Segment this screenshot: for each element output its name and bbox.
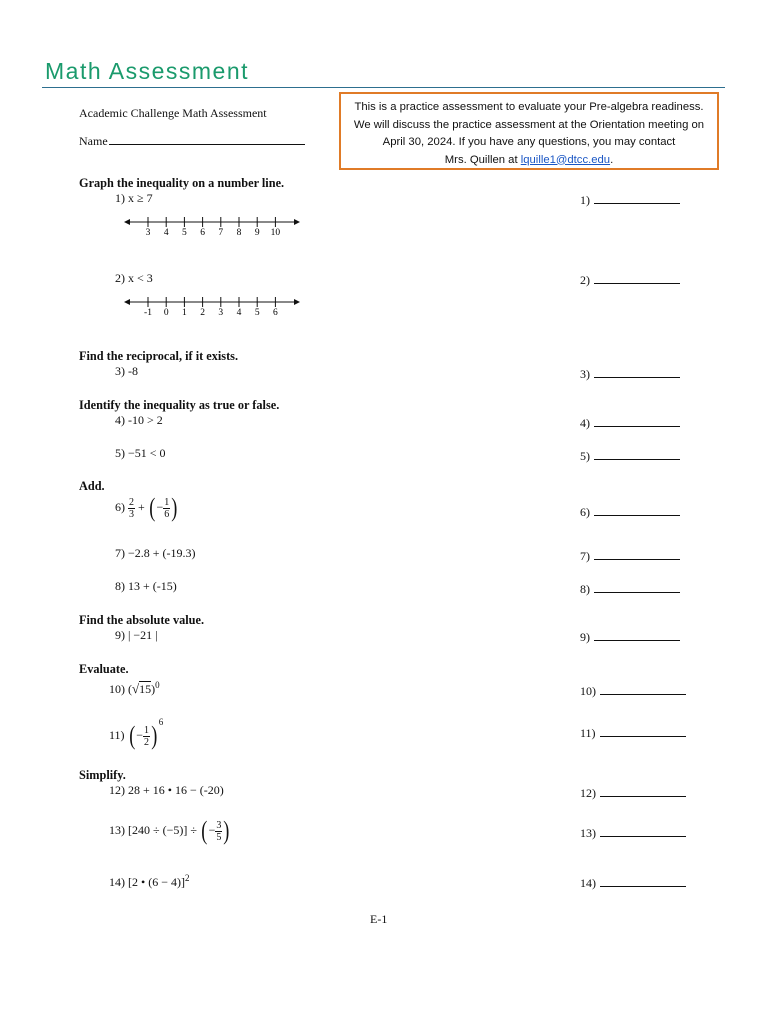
question-10: 10) $(√15)^0$: [109, 680, 160, 696]
page-title: Math Assessment: [45, 58, 250, 84]
answer-blank-7[interactable]: 7): [580, 548, 680, 564]
section-absolute-value: Find the absolute value.: [79, 613, 205, 627]
question-5: 5) −51 < 0: [115, 446, 166, 460]
number-line-label: 6: [273, 308, 278, 316]
answer-blank-1[interactable]: 1): [580, 192, 680, 208]
question-2: 2) x < 3: [115, 271, 153, 285]
question-14: 14) [2 • (6 − 4)]$^2$: [109, 873, 190, 889]
section-simplify: Simplify.: [79, 768, 126, 782]
question-3: 3) -8: [115, 364, 138, 378]
arrow-left-icon: [124, 299, 130, 305]
number-line-label: -1: [144, 308, 152, 316]
number-line-label: 4: [236, 308, 242, 316]
number-line-label: 9: [254, 228, 260, 236]
number-line-label: 0: [163, 308, 169, 316]
question-4: 4) -10 > 2: [115, 413, 163, 427]
answer-blank-5[interactable]: 5): [580, 448, 680, 464]
number-line-label: 4: [163, 228, 169, 236]
section-true-false: Identify the inequality as true or false.: [79, 398, 280, 412]
answer-blank-3[interactable]: 3): [580, 366, 680, 382]
number-line-label: 7: [218, 228, 224, 236]
worksheet-subtitle: Academic Challenge Math Assessment: [79, 106, 267, 120]
section-graph: Graph the inequality on a number line.: [79, 176, 285, 190]
question-12: 12) 28 + 16 • 16 − (-20): [109, 783, 224, 797]
section-evaluate: Evaluate.: [79, 662, 129, 676]
number-line-label: 8: [236, 228, 242, 236]
question-11: 11) (− $\frac{1}{2}$ )$^6$: [109, 717, 164, 751]
name-blank[interactable]: [109, 134, 305, 145]
notice-box: [339, 92, 719, 170]
question-9: 9) | −21 |: [115, 628, 158, 642]
answer-blank-13[interactable]: 13): [580, 825, 686, 841]
number-line-label: 3: [145, 228, 151, 236]
number-line-label: 2: [200, 308, 205, 316]
name-label: Name: [79, 134, 108, 148]
number-line-label: 6: [200, 228, 205, 236]
page-number: E-1: [370, 912, 388, 926]
section-add: Add.: [79, 479, 105, 493]
title-divider: [42, 87, 725, 88]
name-field[interactable]: [79, 134, 305, 149]
question-7: 7) −2.8 + (-19.3): [115, 546, 196, 560]
answer-blank-8[interactable]: 8): [580, 581, 680, 597]
arrow-right-icon: [294, 219, 300, 225]
answer-blank-2[interactable]: 2): [580, 272, 680, 288]
number-line-label: 3: [218, 308, 224, 316]
question-8: 8) 13 + (-15): [115, 579, 177, 593]
notice-line-2: We will discuss the practice assessment at the Orientation meeting on: [353, 118, 705, 131]
arrow-left-icon: [124, 219, 130, 225]
answer-blank-10[interactable]: 10): [580, 683, 686, 699]
notice-line-4: Mrs. Quillen at lquille1@dtcc.edu.: [444, 153, 614, 166]
number-line-label: 5: [254, 308, 260, 316]
number-line-2: [124, 294, 304, 316]
answer-blank-4[interactable]: 4): [580, 415, 680, 431]
question-6: 6) $\frac{2}{3}$ + (− $\frac{1}{6}$ ): [115, 493, 178, 522]
number-line-1: [124, 214, 304, 236]
number-line-label: 10: [270, 228, 281, 236]
section-reciprocal: Find the reciprocal, if it exists.: [79, 349, 239, 363]
number-line-label: 1: [182, 308, 187, 316]
notice-line-3: April 30, 2024. If you have any questions, you may contact: [382, 136, 676, 148]
question-13: 13) [240 ÷ (−5)] ÷ (− $\frac{3}{5}$ ): [109, 816, 230, 845]
answer-blank-12[interactable]: 12): [580, 785, 686, 801]
contact-email-link[interactable]: lquille1@dtcc.edu: [520, 153, 611, 166]
arrow-right-icon: [294, 299, 300, 305]
notice-line-1: This is a practice assessment to evaluate your Pre-algebra readiness.: [354, 101, 704, 113]
number-line-label: 5: [182, 228, 187, 236]
answer-blank-11[interactable]: 11): [580, 725, 686, 741]
question-1: 1) x ≥ 7: [115, 191, 153, 205]
answer-blank-9[interactable]: 9): [580, 629, 680, 645]
answer-blank-14[interactable]: 14): [580, 875, 686, 891]
answer-blank-6[interactable]: 6): [580, 504, 680, 520]
